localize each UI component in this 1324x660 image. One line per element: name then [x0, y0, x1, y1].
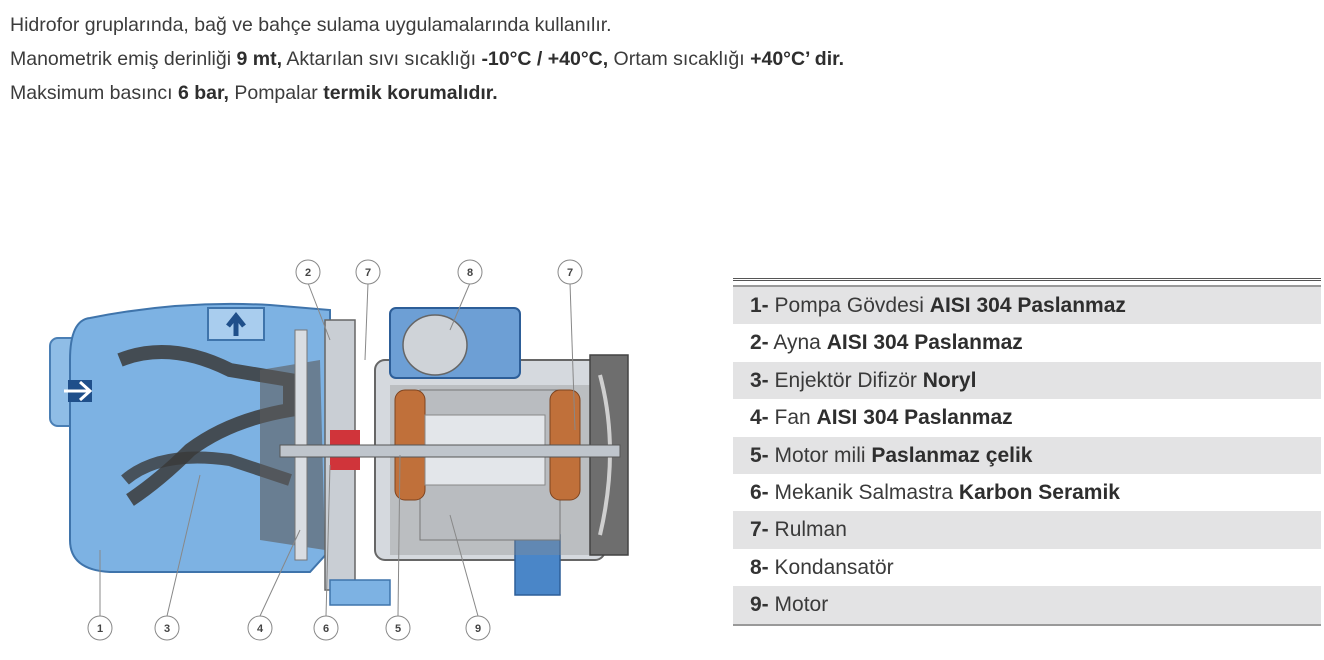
callout-6-label: 6: [322, 623, 330, 635]
pump-cutaway-svg: [30, 250, 670, 650]
callout-7-right: [558, 260, 582, 284]
callout-9-label: 9: [474, 623, 482, 635]
intro-line-2-text-2: Aktarılan sıvı sıcaklığı: [282, 48, 482, 70]
thermal-protection-value: termik korumalıdır.: [323, 82, 498, 104]
part-name: Enjektör Difizör: [768, 368, 923, 392]
part-row: [733, 324, 1321, 361]
part-row: [733, 586, 1321, 623]
intro-text: [10, 8, 1310, 110]
suction-depth-value: 9 mt,: [236, 48, 283, 70]
part-material: Karbon Seramik: [958, 480, 1120, 504]
intro-line-2: [10, 42, 1310, 76]
callout-3-label: 3: [163, 623, 171, 635]
callout-8-label: 8: [466, 267, 474, 279]
intro-line-3-text-1: Maksimum basıncı: [10, 82, 178, 104]
callout-7-left-label: 7: [364, 267, 372, 279]
liquid-temperature-value: -10°C / +40°C,: [481, 48, 609, 70]
intro-line-3: [10, 76, 1310, 110]
part-row: [733, 362, 1321, 399]
intro-line-1: Hidrofor gruplarında, bağ ve bahçe sulama uygulamalarında kullanılır.: [10, 14, 612, 36]
callout-8: [458, 260, 482, 284]
part-material: Paslanmaz çelik: [871, 443, 1033, 467]
part-row: [733, 437, 1321, 474]
callout-4: [248, 616, 272, 640]
part-number: 7-: [750, 518, 769, 542]
part-number: 8-: [750, 555, 769, 579]
part-material: AISI 304 Paslanmaz: [816, 406, 1013, 430]
callout-3: [155, 616, 179, 640]
part-row: [733, 287, 1321, 324]
part-name: Fan: [768, 406, 817, 430]
intro-line-3-text-2: Pompalar: [228, 82, 324, 104]
callouts-top: [296, 260, 582, 284]
callout-6: [314, 616, 338, 640]
part-number: 1-: [750, 294, 769, 317]
part-material: Noryl: [922, 368, 977, 392]
motor-shaft: [280, 445, 620, 457]
callout-5: [386, 616, 410, 640]
part-number: 5-: [750, 443, 769, 467]
part-number: 2-: [750, 331, 769, 355]
part-name: Rulman: [768, 518, 847, 542]
part-name: Motor mili: [768, 443, 872, 467]
part-row: [733, 549, 1321, 586]
part-row: [733, 474, 1321, 511]
part-number: 3-: [750, 368, 769, 392]
max-pressure-value: 6 bar,: [177, 82, 229, 104]
callout-4-label: 4: [256, 623, 264, 635]
part-number: 9-: [750, 593, 769, 617]
callout-1-label: 1: [96, 623, 104, 635]
intro-line-2-text-3: Ortam sıcaklığı: [608, 48, 751, 70]
callout-7-right-label: 7: [566, 267, 574, 279]
pump-cutaway-diagram: [30, 250, 670, 650]
intro-line-2-text-1: Manometrik emiş derinliği: [10, 48, 237, 70]
part-material: AISI 304 Paslanmaz: [929, 294, 1126, 317]
callout-1: [88, 616, 112, 640]
motor-housing: [375, 360, 605, 595]
part-material: AISI 304 Paslanmaz: [826, 331, 1023, 355]
callout-9: [466, 616, 490, 640]
part-number: 4-: [750, 406, 769, 430]
part-row: [733, 511, 1321, 548]
callout-2: [296, 260, 320, 284]
callout-7-left: [356, 260, 380, 284]
part-number: 6-: [750, 480, 769, 504]
callouts-bottom: [88, 616, 490, 640]
callout-2-label: 2: [304, 267, 312, 279]
part-name: Kondansatör: [768, 555, 894, 579]
part-name: Mekanik Salmastra: [768, 480, 959, 504]
part-name: Motor: [768, 593, 829, 617]
part-row: [733, 399, 1321, 436]
pump-body: [50, 304, 330, 572]
parts-table: [733, 278, 1321, 626]
callout-5-label: 5: [394, 623, 402, 635]
part-name: Ayna: [768, 331, 827, 355]
ambient-temperature-value: +40°C’ dir.: [750, 48, 845, 70]
part-name: Pompa Gövdesi: [768, 294, 930, 317]
